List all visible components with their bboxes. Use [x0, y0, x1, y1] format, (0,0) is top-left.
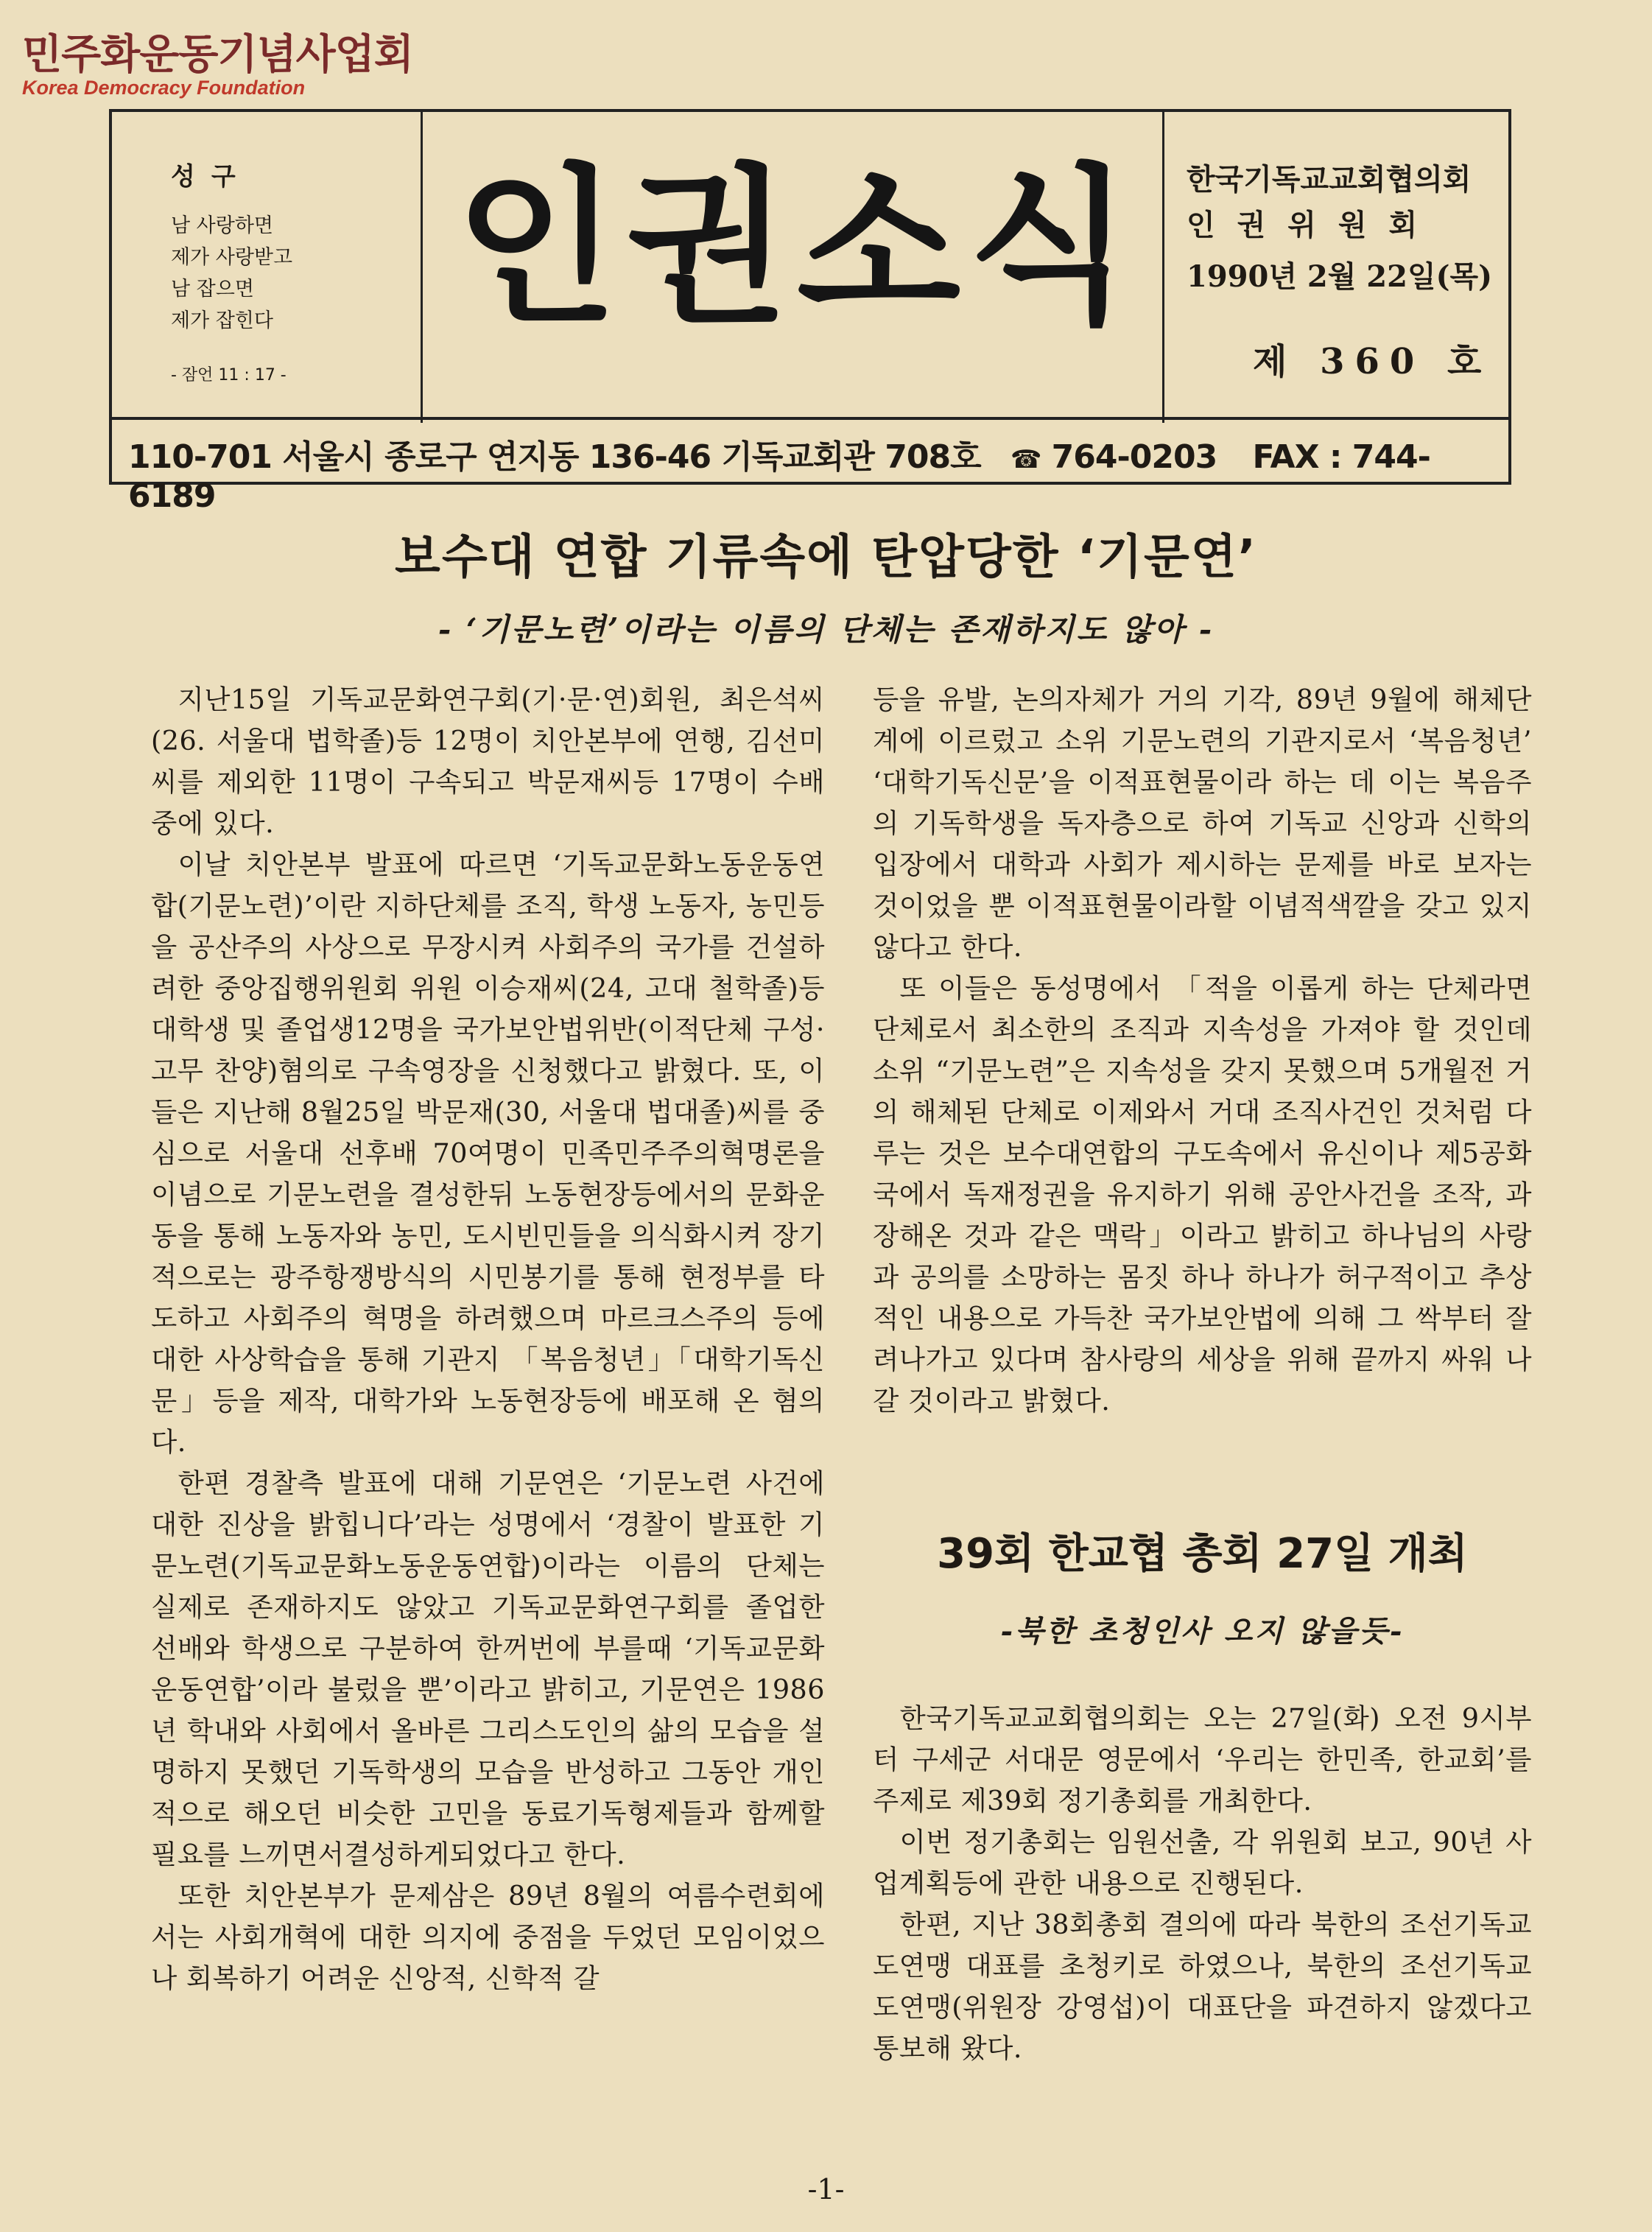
phone-number: 764-0203: [1051, 438, 1217, 476]
issue-number: 제 360 호: [1253, 341, 1492, 382]
verse-line: 제가 사랑받고: [171, 246, 293, 269]
article-paragraph: 이날 치안본부 발표에 따르면 ‘기독교문화노동운동연합(기문노련)’이란 지하단체를 조직, 학생 노동자, 농민등을 공산주의 사상으로 무장시켜 사회주의 국가를 건설하려한 중앙집행위원회 위원 이승재씨(24, 고대 철학졸)등 대학생 및 졸업생12명을 국가보안법위반(이적단체 구성·고무 찬양)혐의로 구속영장을 신청했다고 밝혔다. 또, 이들은 지난해 8월25일 박문재(30, 서울대 법대졸)씨를 중심으로 서울대 선후배 70여명이 민족민주주의혁명론을 이념으로 기문노련을 결성한뒤 노동현장등에서의 문화운동을 통해 노동자와 농민, 도시빈민들을 의식화시켜 장기적으로는 광주항쟁방식의 시민봉기를 통해 현정부를 타도하고 사회주의 혁명을 하려했으며 마르크스주의 등에 대한 사상학습을 통해 기관지 「복음청년」「대학기독신문」등을 제작, 대학가와 노동현장등에 배포해 온 혐의다.: [151, 849, 825, 1458]
verse-title: 성구: [171, 162, 252, 192]
foundation-logo-english: Korea Democracy Foundation: [22, 77, 306, 99]
second-article-subheadline: -북한 초청인사 오지 않을듯-: [1000, 1614, 1405, 1649]
publisher-committee: 인권위원회: [1187, 208, 1440, 242]
foundation-logo-korean: 민주화운동기념사업회: [22, 31, 413, 79]
article-paragraph: 또한 치안본부가 문제삼은 89년 8월의 여름수련회에서는 사회개혁에 대한 의지에 중점을 두었던 모임이었으나 회복하기 어려운 신앙적, 신학적 갈: [151, 1880, 825, 1994]
article-paragraph: 한편, 지난 38회총회 결의에 따라 북한의 조선기독교도연맹 대표를 초청키로 하였으나, 북한의 조선기독교도연맹(위원장 강영섭)이 대표단을 파견하지 않겠다고 통보해 왔다.: [873, 1909, 1532, 2064]
contact-line: [128, 430, 1508, 515]
address: 110-701 서울시 종로구 연지동 136-46 기독교회관 708호: [128, 438, 981, 476]
second-article-body: [873, 1698, 1532, 2069]
article-paragraph: 이번 정기총회는 임원선출, 각 위원회 보고, 90년 사업계획등에 관한 내용으로 진행된다.: [873, 1826, 1532, 1899]
telephone-icon: ☎: [1010, 445, 1041, 474]
publisher-box: [1162, 112, 1508, 423]
second-article-headline: 39회 한교협 총회 27일 개최: [937, 1530, 1468, 1578]
newsletter-title-logo: 인권소식: [454, 150, 1139, 346]
verse-box: [112, 112, 423, 423]
article-subheadline: - ‘기문노련’이라는 이름의 단체는 존재하지도 않아 -: [437, 611, 1215, 648]
verse-line: 제가 잡힌다: [171, 309, 273, 332]
article-right-column: [873, 679, 1532, 1422]
article-headline: 보수대 연합 기류속에 탄압당한 ‘기문연’: [395, 530, 1257, 585]
address-bar: [109, 420, 1511, 515]
article-paragraph: 한국기독교교회협의회는 오는 27일(화) 오전 9시부터 구세군 서대문 영문에서 ‘우리는 한민족, 한교회’를 주제로 제39회 정기총회를 개최한다.: [873, 1702, 1532, 1817]
article-left-column: [151, 679, 825, 1999]
article-paragraph: 또 이들은 동성명에서 「적을 이롭게 하는 단체라면 단체로서 최소한의 조직과 지속성을 가져야 할 것인데 소위 “기문노련”은 지속성을 갖지 못했으며 5개월전 거의 해체된 단체로 이제와서 거대 조직사건인 것처럼 다루는 것은 보수대연합의 구도속에서 유신이나 제5공화국에서 독재정권을 유지하기 위해 공안사건을 조작, 과장해온 것과 같은 맥락」이라고 밝히고 하나님의 사랑과 공의를 소망하는 몸짓 하나 하나가 허구적이고 추상적인 내용으로 가득찬 국가보안법에 의해 그 싹부터 잘려나가고 있다며 참사랑의 세상을 위해 끝까지 싸워 나갈 것이라고 밝혔다.: [873, 972, 1532, 1417]
publisher-org: 한국기독교교회협의회: [1187, 162, 1472, 197]
verse-source: - 잠언 11 : 17 -: [171, 366, 287, 385]
article-paragraph: 지난15일 기독교문화연구회(기·문·연)회원, 최은석씨(26. 서울대 법학졸)등 12명이 치안본부에 연행, 김선미씨를 제외한 11명이 구속되고 박문재씨등 17명이 수배중에 있다.: [151, 684, 825, 839]
issue-date: 1990년 2월 22일(목): [1187, 259, 1493, 294]
masthead: [109, 109, 1511, 420]
verse-line: 남 잡으면: [171, 278, 254, 301]
article-paragraph: 등을 유발, 논의자체가 거의 기각, 89년 9월에 해체단계에 이르렀고 소위 기문노련의 기관지로서 ‘복음청년’ ‘대학기독신문’을 이적표현물이라 하는 데 이는 복음주의 기독학생을 독자층으로 하여 기독교 신앙과 신학의 입장에서 대학과 사회가 제시하는 문제를 바로 보자는 것이었을 뿐 이적표현물이라할 이념적색깔을 갖고 있지 않다고 한다.: [873, 684, 1532, 963]
fax-number: FAX : 744-6189: [128, 438, 1430, 515]
verse-line: 남 사랑하면: [171, 214, 273, 237]
page-number: -1-: [807, 2173, 845, 2205]
article-paragraph: 한편 경찰측 발표에 대해 기문연은 ‘기문노련 사건에 대한 진상을 밝힙니다’라는 성명에서 ‘경찰이 발표한 기문노련(기독교문화노동운동연합)이라는 이름의 단체는 실제로 존재하지도 않았고 기독교문화연구회를 졸업한 선배와 학생으로 구분하여 한꺼번에 부를때 ‘기독교문화운동연합’이라 불렀을 뿐’이라고 밝히고, 기문연은 1986년 학내와 사회에서 올바른 그리스도인의 삶의 모습을 설명하지 못했던 기독학생의 모습을 반성하고 그동안 개인적으로 해오던 비슷한 고민을 동료기독형제들과 함께할 필요를 느끼면서결성하게되었다고 한다.: [151, 1467, 825, 1870]
